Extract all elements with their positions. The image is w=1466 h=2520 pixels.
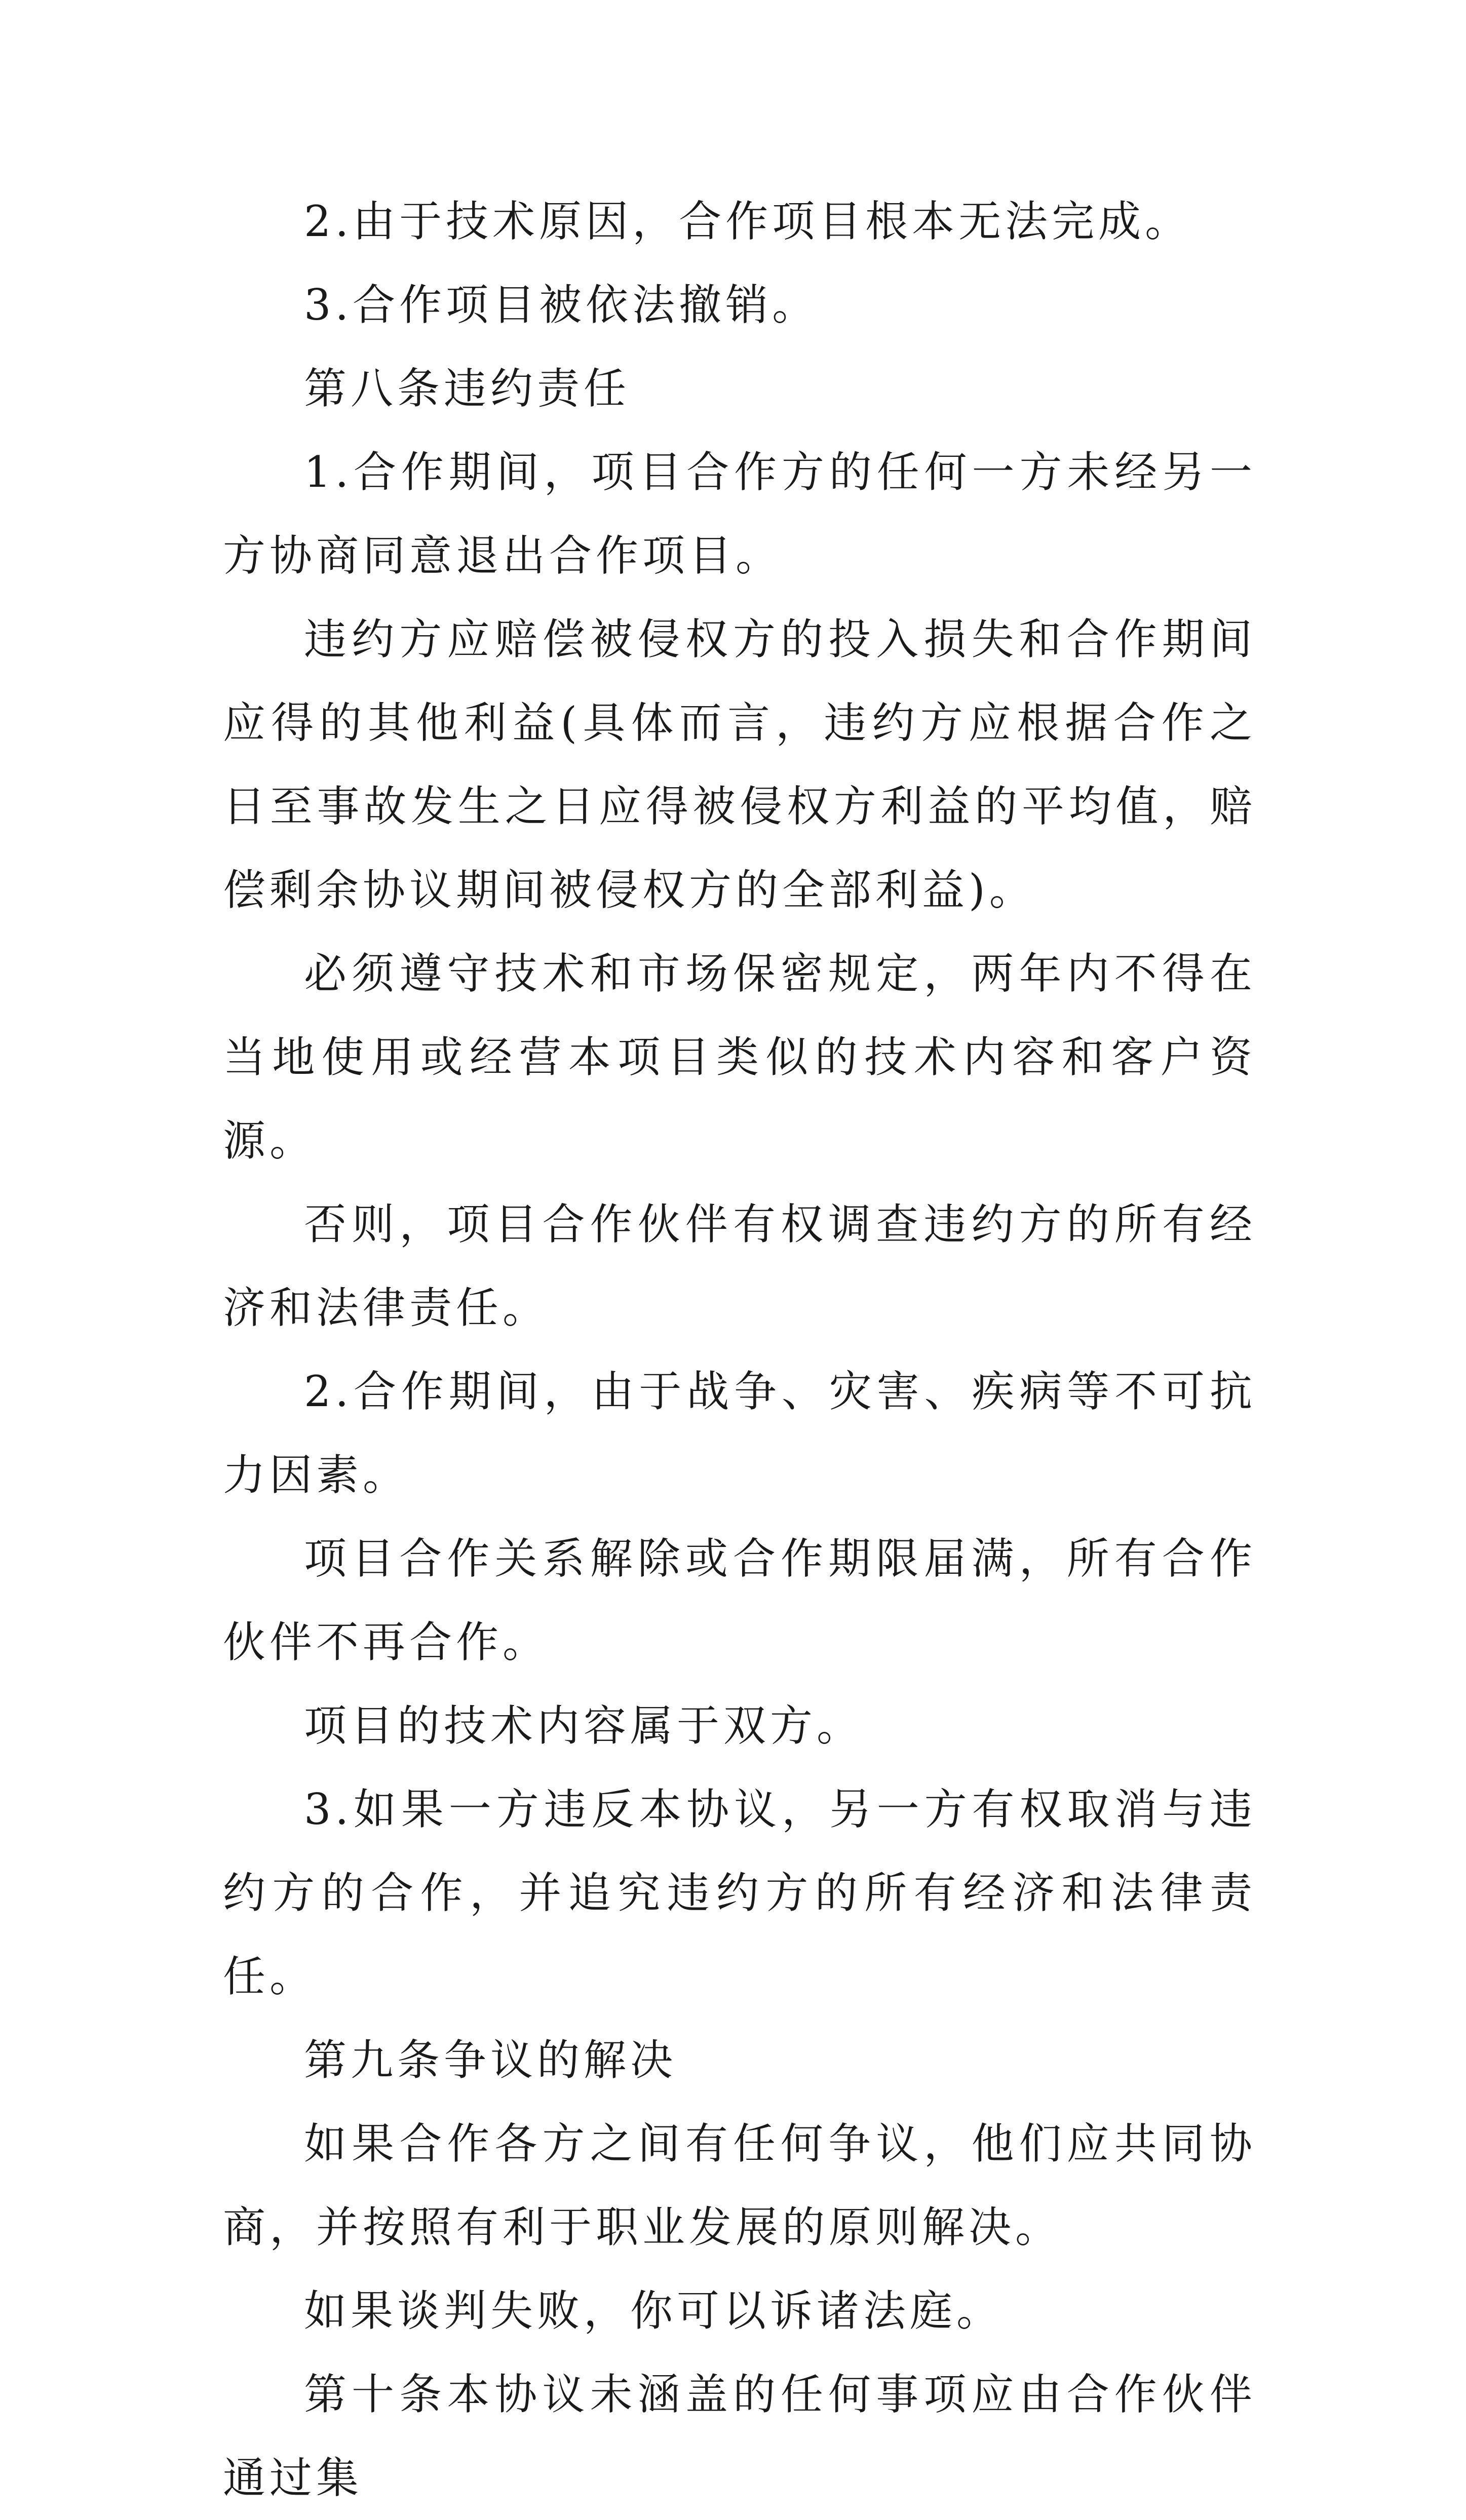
paragraph-clause-2: 2.由于技术原因，合作项目根本无法完成。 bbox=[304, 197, 1192, 246]
paragraph-dispute-negotiation: 如果合作各方之间有任何争议，他们应共同协商，并按照有利于职业发展的原则解决。 bbox=[223, 2119, 1256, 2252]
paragraph-force-majeure: 2.合作期间，由于战争、灾害、疾病等不可抗力因素。 bbox=[223, 1367, 1256, 1500]
section-heading-article-8: 第八条违约责任 bbox=[304, 364, 631, 413]
paragraph-clause-3: 3.合作项目被依法撤销。 bbox=[304, 280, 819, 330]
paragraph-tech-ownership: 项目的技术内容属于双方。 bbox=[304, 1701, 864, 1751]
paragraph-breach-1: 1.合作期间，项目合作方的任何一方未经另一方协商同意退出合作项目。 bbox=[223, 447, 1256, 580]
paragraph-confidentiality: 必须遵守技术和市场保密规定，两年内不得在当地使用或经营本项目类似的技术内容和客户资源。 bbox=[223, 949, 1256, 1166]
paragraph-liability: 否则，项目合作伙伴有权调查违约方的所有经济和法律责任。 bbox=[223, 1199, 1256, 1333]
document-body bbox=[223, 180, 1256, 2520]
paragraph-breach-3: 3.如果一方违反本协议，另一方有权取消与违约方的合作，并追究违约方的所有经济和法律责任。 bbox=[223, 1785, 1256, 2001]
section-heading-article-9: 第九条争议的解决 bbox=[304, 2035, 677, 2085]
paragraph-compensation: 违约方应赔偿被侵权方的投入损失和合作期间应得的其他利益(具体而言，违约方应根据合作之日至事故发生之日应得被侵权方利益的平均值，赔偿剩余协议期间被侵权方的全部利益)。 bbox=[223, 614, 1256, 915]
paragraph-litigation: 如果谈判失败，你可以诉诸法庭。 bbox=[304, 2286, 1004, 2336]
paragraph-article-10: 第十条本协议未涵盖的任何事项应由合作伙伴通过集 bbox=[223, 2370, 1256, 2503]
paragraph-termination: 项目合作关系解除或合作期限届满，所有合作伙伴不再合作。 bbox=[223, 1534, 1256, 1667]
